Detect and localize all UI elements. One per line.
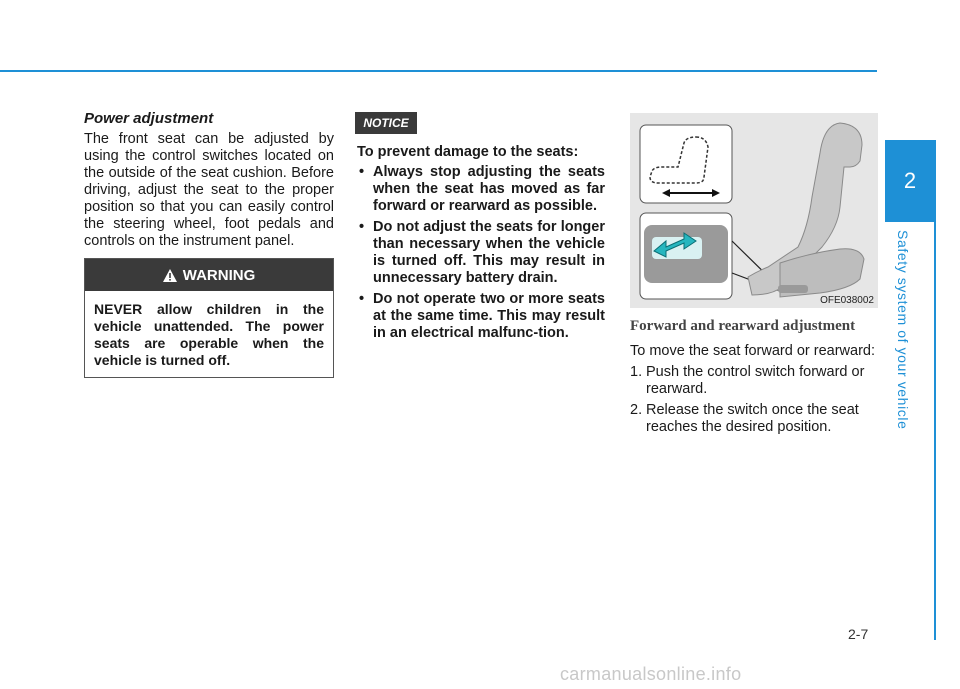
notice-intro: To prevent damage to the seats: (357, 144, 579, 160)
chapter-side-rule (934, 140, 936, 640)
figure-caption: OFE038002 (820, 295, 874, 306)
step-number: 1. (630, 364, 643, 380)
warning-label: WARNING (182, 266, 256, 284)
notice-badge: NOTICE (355, 112, 417, 134)
warning-triangle-icon (163, 269, 177, 282)
notice-list (357, 164, 605, 342)
section-heading: Power adjustment (84, 110, 214, 127)
seat-figure (630, 113, 878, 308)
forward-rearward-section (630, 318, 878, 440)
watermark: carmanualsonline.info (560, 664, 742, 684)
warning-text: NEVER allow children in the vehicle unattended. The power seats are operable when the vehicle is turned off. (94, 301, 324, 368)
list-item: • Do not operate two or more seats at the same time. This may result in an electrical malfunc-tion. (357, 291, 605, 342)
list-item: • Do not adjust the seats for longer than necessary when the vehicle is turned off. This may result in unnecessary battery drain. (357, 219, 605, 287)
chapter-title: Safety system of your vehicle (895, 230, 911, 430)
list-item: • Always stop adjusting the seats when the seat has moved as far forward or rearward as possible. (357, 164, 605, 215)
chapter-number: 2 (903, 168, 917, 193)
list-item (630, 402, 878, 436)
power-adjustment-section (84, 110, 334, 250)
steps-list (630, 364, 878, 436)
step-number: 2. (630, 402, 643, 418)
notice-section (357, 144, 605, 346)
page-number: 2-7 (848, 626, 869, 642)
section-body: The front seat can be adjusted by using the control switches located on the outside of the seat cushion. Before driving, adjust the seat to the proper position so that you can easily control the steering wheel, foot pedals and controls on the instrument panel. (84, 131, 334, 249)
warning-header (85, 259, 333, 291)
step-text: Release the switch once the seat reaches the desired position. (646, 402, 859, 435)
chapter-number-tab (885, 140, 935, 222)
list-item (630, 364, 878, 398)
warning-box (84, 258, 334, 378)
seat-illustration (630, 113, 878, 308)
section-intro: To move the seat forward or rearward: (630, 343, 875, 359)
section-heading: Forward and rearward adjustment (630, 318, 856, 334)
header-rule (0, 70, 877, 72)
step-text: Push the control switch forward or rearward. (646, 364, 865, 397)
